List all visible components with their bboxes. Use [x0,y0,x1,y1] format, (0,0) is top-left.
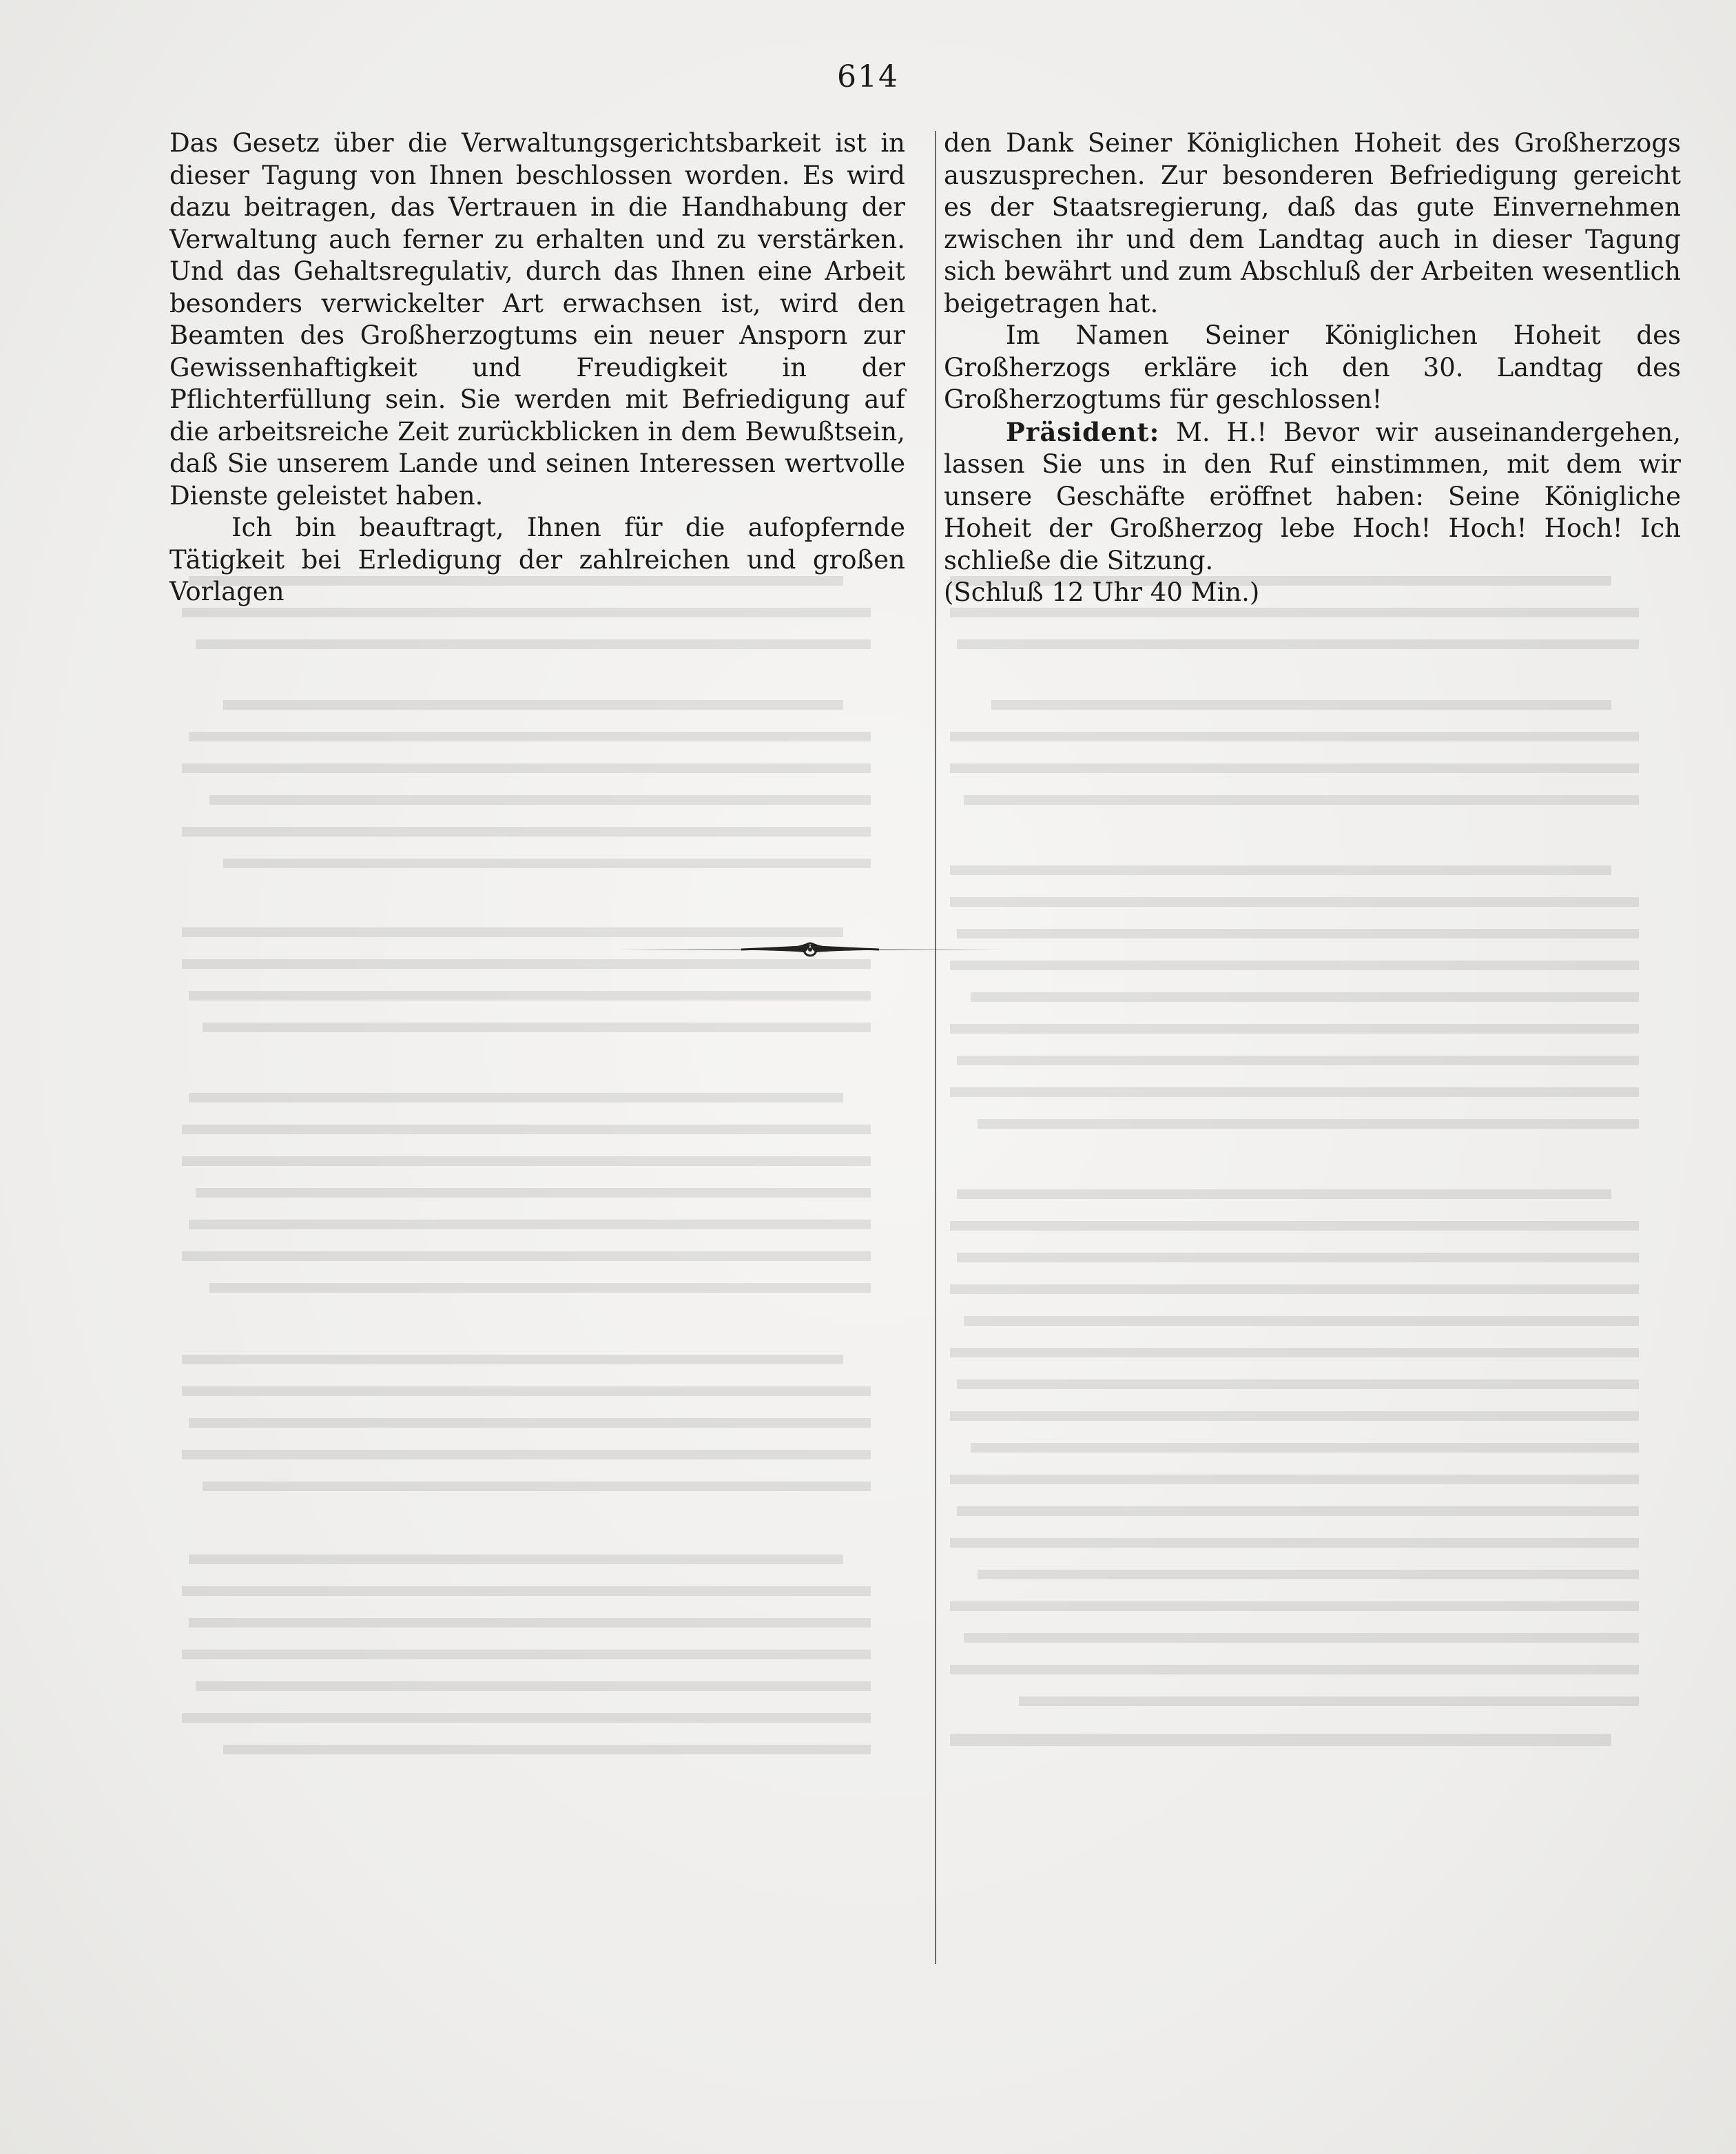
left-paragraph-1: Das Gesetz über die Verwaltungsgerichtsbarkeit ist in dieser Tagung von Ihnen beschlossen worden. Es wird dazu beitragen, das Vertrauen in die Handhabung der Verwaltung auch ferner zu erhalten und zu verstärken. Und das Gehaltsregulativ, durch das Ihnen eine Arbeit besonders verwickelter Art erwachsen ist, wird den Beamten des Großherzogtums ein neuer Ansporn zur Gewissenhaftigkeit und Freudigkeit in der Pflichterfüllung sein. Sie werden mit Befriedigung auf die arbeitsreiche Zeit zurückblicken in dem Bewußtsein, daß Sie unserem Lande und seinen Interessen wertvolle Dienste geleistet haben. [169,128,905,511]
page-number: 614 [837,59,899,94]
bleed-through-texture-right [947,537,1671,1984]
bleed-through-texture [179,537,902,1916]
left-paragraph-2: Ich bin beauftragt, Ihnen für die aufopfernde Tätigkeit bei Erledigung der zahlreichen und großen Vorlagen [169,513,905,606]
right-column [944,127,1681,609]
closing-note: (Schluß 12 Uhr 40 Min.) [944,577,1260,607]
right-paragraph-1: den Dank Seiner Königlichen Hoheit des Großherzogs auszusprechen. Zur besonderen Befriedigung gereicht es der Staatsregierung, daß das gute Einvernehmen zwischen ihr und dem Landtag auch in dieser Tagung sich bewährt und zum Abschluß der Arbeiten wesentlich beigetragen hat. [944,128,1681,318]
right-paragraph-2: Im Namen Seiner Königlichen Hoheit des Großherzogs erkläre ich den 30. Landtag des Großherzogtums für geschlossen! [944,320,1681,414]
speech-text: M. H.! Bevor wir auseinandergehen, lassen Sie uns in den Ruf einstimmen, mit dem wir unsere Geschäfte eröffnet haben: Seine Königliche Hoheit der Großherzog lebe Hoch! Hoch! Hoch! Ich schließe die Sitzung. [944,417,1681,575]
speaker-label: Präsident: [1006,416,1160,447]
left-column [169,127,905,608]
